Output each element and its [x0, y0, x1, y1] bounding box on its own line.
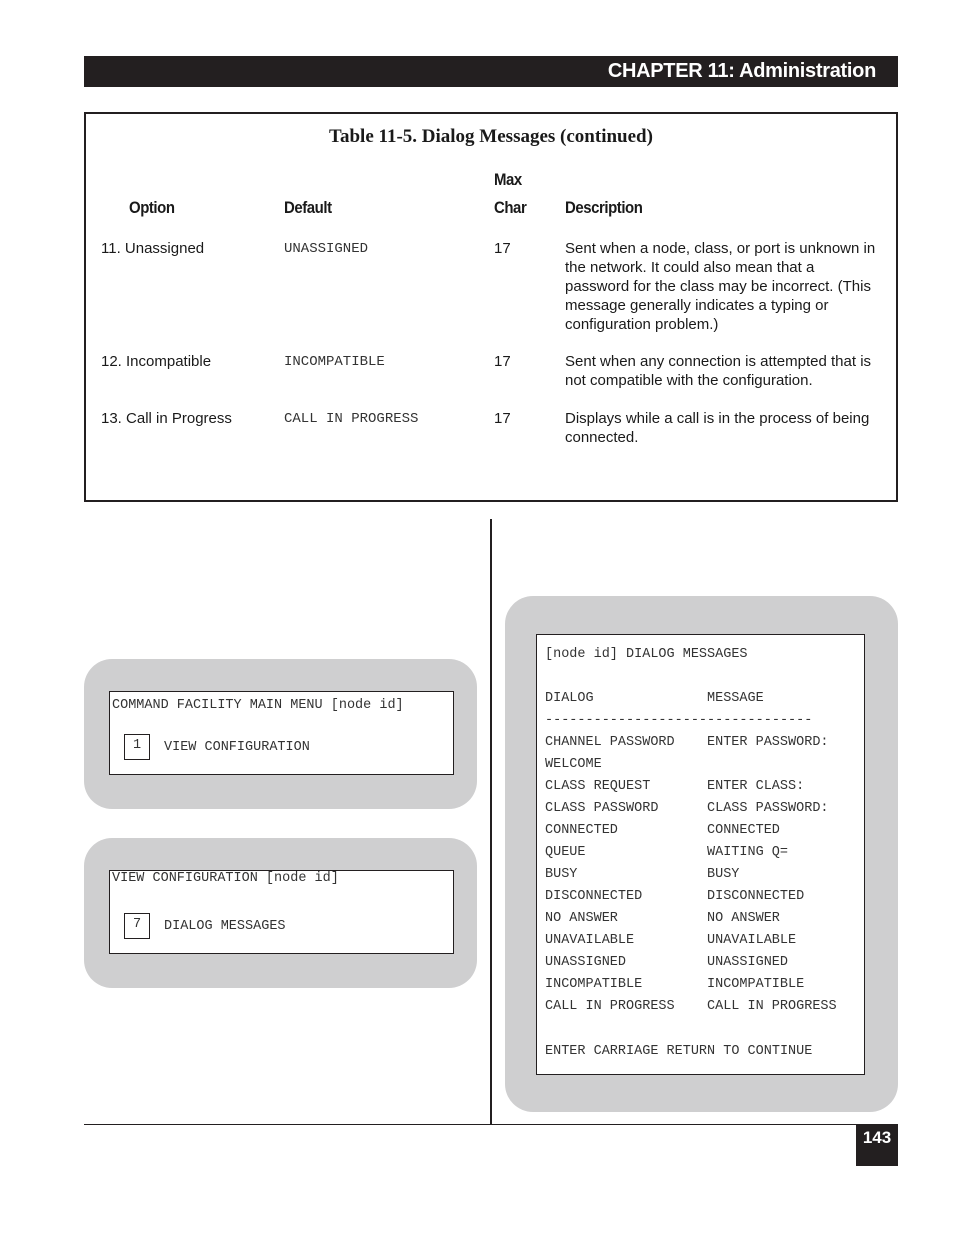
footer-rule	[84, 1124, 856, 1125]
row-default: UNASSIGNED	[284, 241, 369, 257]
dialog-row-message: CONNECTED	[707, 823, 780, 838]
dialog-row-name: UNASSIGNED	[545, 955, 627, 970]
col-dialog-header: DIALOG	[545, 691, 594, 706]
screen-title: [node id] DIALOG MESSAGES	[545, 647, 748, 662]
col-option-header: Option	[129, 198, 175, 217]
dialog-row-name: UNAVAILABLE	[545, 933, 635, 948]
row-max: 17	[494, 410, 511, 427]
col-message-header: MESSAGE	[707, 691, 764, 706]
dialog-row-name: CALL IN PROGRESS	[545, 999, 675, 1014]
dialog-row-message: DISCONNECTED	[707, 889, 805, 904]
dialog-messages-table	[84, 112, 898, 502]
dialog-row-message: WAITING Q=	[707, 845, 789, 860]
main-menu-panel	[84, 659, 477, 809]
menu-option-key[interactable]: 7	[124, 913, 150, 939]
main-menu-screen	[109, 691, 454, 775]
col-max-header-bottom: Char	[494, 198, 527, 217]
col-description-header: Description	[565, 198, 643, 217]
menu-option-key[interactable]: 1	[124, 734, 150, 760]
footer-prompt: ENTER CARRIAGE RETURN TO CONTINUE	[545, 1044, 813, 1059]
col-max-header-top: Max	[494, 170, 522, 189]
table-title: Table 11-5. Dialog Messages (continued)	[329, 126, 653, 147]
screen-title: VIEW CONFIGURATION [node id]	[112, 871, 339, 886]
dialog-row-name: INCOMPATIBLE	[545, 977, 643, 992]
screen-title: COMMAND FACILITY MAIN MENU [node id]	[112, 698, 404, 713]
row-default: CALL IN PROGRESS	[284, 411, 419, 427]
dialog-row-name: DISCONNECTED	[545, 889, 643, 904]
col-default-header: Default	[284, 198, 332, 217]
dialog-row-name: BUSY	[545, 867, 578, 882]
dialog-row-message: CALL IN PROGRESS	[707, 999, 837, 1014]
menu-option-label[interactable]: DIALOG MESSAGES	[164, 919, 286, 934]
dialog-row-message: UNAVAILABLE	[707, 933, 797, 948]
dialog-row-name: CHANNEL PASSWORD	[545, 735, 675, 750]
dialog-row-message: BUSY	[707, 867, 740, 882]
dialog-row-message: ENTER PASSWORD:	[707, 735, 829, 750]
dialog-row-message: INCOMPATIBLE	[707, 977, 805, 992]
menu-option-label[interactable]: VIEW CONFIGURATION	[164, 740, 310, 755]
dialog-row-name: WELCOME	[545, 757, 602, 772]
dialog-row-message: NO ANSWER	[707, 911, 780, 926]
row-option: 11. Unassigned	[101, 240, 205, 257]
dialog-row-name: CLASS PASSWORD	[545, 801, 659, 816]
row-description: Displays while a call is in the process of being connected.	[565, 410, 870, 446]
dialog-row-name: NO ANSWER	[545, 911, 618, 926]
row-description: Sent when a node, class, or port is unknown in the network. It could also mean that a password for the class may be incorrect. (This message generally indicates a typing or configuration problem.)	[565, 240, 876, 333]
chapter-header: CHAPTER 11: Administration	[84, 56, 898, 87]
row-option: 13. Call in Progress	[101, 410, 232, 427]
view-config-panel	[84, 838, 477, 988]
dialog-row-name: CLASS REQUEST	[545, 779, 651, 794]
dialog-messages-panel	[505, 596, 898, 1112]
dialog-row-name: QUEUE	[545, 845, 586, 860]
row-max: 17	[494, 353, 511, 370]
row-default: INCOMPATIBLE	[284, 354, 385, 370]
dialog-row-name: CONNECTED	[545, 823, 618, 838]
row-max: 17	[494, 240, 511, 257]
page-number: 143	[856, 1124, 898, 1166]
dialog-row-message: ENTER CLASS:	[707, 779, 805, 794]
dialog-row-message: CLASS PASSWORD:	[707, 801, 829, 816]
column-divider	[490, 519, 492, 1125]
dialog-messages-screen	[536, 634, 865, 1075]
separator: ---------------------------------	[545, 713, 813, 728]
view-config-screen	[109, 870, 454, 954]
dialog-row-message: UNASSIGNED	[707, 955, 789, 970]
row-description: Sent when any connection is attempted that is not compatible with the configuration.	[565, 353, 872, 389]
row-option: 12. Incompatible	[101, 353, 212, 370]
